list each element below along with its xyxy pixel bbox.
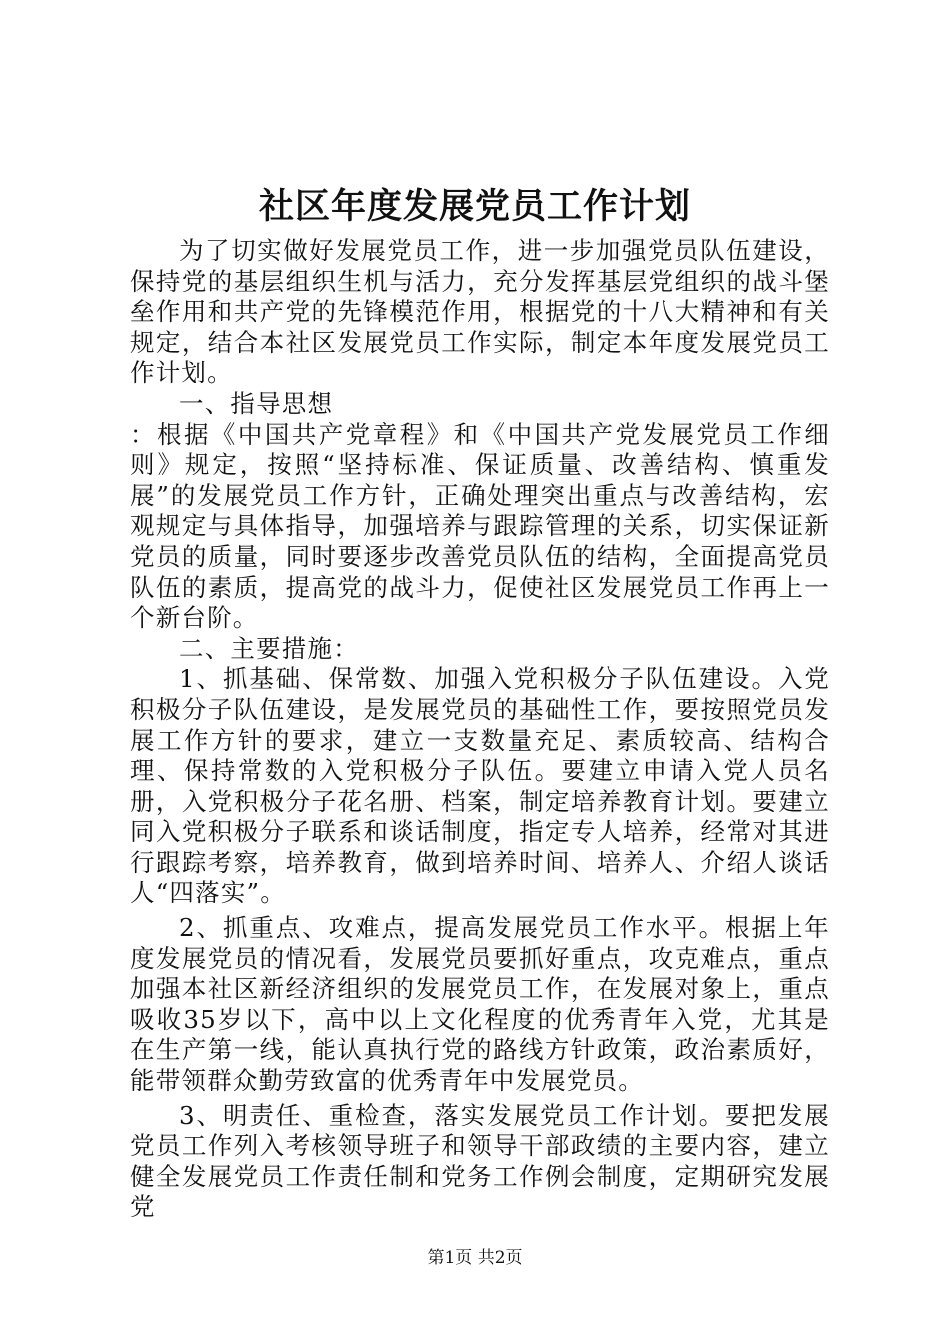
guiding-ideology-paragraph: ：根据《中国共产党章程》和《中国共产党发展党员工作细则》规定，按照“坚持标准、保证质量、改善结构、慎重发展”的发展党员工作方针，正确处理突出重点与改善结构，宏观规定与具体指导，加强培养与跟踪管理的关系，切实保证新党员的质量，同时要逐步改善党员队伍的结构，全面提高党员队伍的素质，提高党的战斗力，促使社区发展党员工作再上一个新台阶。: [130, 419, 830, 633]
document-title: 社区年度发展党员工作计划: [258, 186, 691, 227]
measure-2-paragraph: 2、抓重点、攻难点，提高发展党员工作水平。根据上年度发展党员的情况看，发展党员要抓好重点，攻克难点，重点加强本社区新经济组织的发展党员工作，在发展对象上，重点吸收35岁以下，高中以上文化程度的优秀青年入党，尤其是在生产第一线，能认真执行党的路线方针政策，政治素质好，能带领群众勤劳致富的优秀青年中发展党员。: [130, 913, 830, 1096]
document-body: [130, 236, 830, 1223]
section-heading-main-measures: 二、主要措施：: [179, 633, 359, 663]
intro-paragraph: 为了切实做好发展党员工作，进一步加强党员队伍建设，保持党的基层组织生机与活力，充分发挥基层党组织的战斗堡垒作用和共产党的先锋模范作用，根据党的十八大精神和有关规定，结合本社区发展党员工作实际，制定本年度发展党员工作计划。: [130, 236, 830, 388]
page-footer: 第1页 共2页: [427, 1248, 523, 1268]
measure-3-paragraph: 3、明责任、重检查，落实发展党员工作计划。要把发展党员工作列入考核领导班子和领导干部政绩的主要内容，建立健全发展党员工作责任制和党务工作例会制度，定期研究发展党: [130, 1100, 830, 1222]
measure-1-paragraph: 1、抓基础、保常数、加强入党积极分子队伍建设。入党积极分子队伍建设，是发展党员的基础性工作，要按照党员发展工作方针的要求，建立一支数量充足、素质较高、结构合理、保持常数的入党积极分子队伍。要建立申请入党人员名册，入党积极分子花名册、档案，制定培养教育计划。要建立同入党积极分子联系和谈话制度，指定专人培养，经常对其进行跟踪考察，培养教育，做到培养时间、培养人、介绍人谈话人“四落实”。: [130, 664, 830, 908]
section-heading-guiding-ideology: 一、指导思想: [179, 388, 334, 418]
